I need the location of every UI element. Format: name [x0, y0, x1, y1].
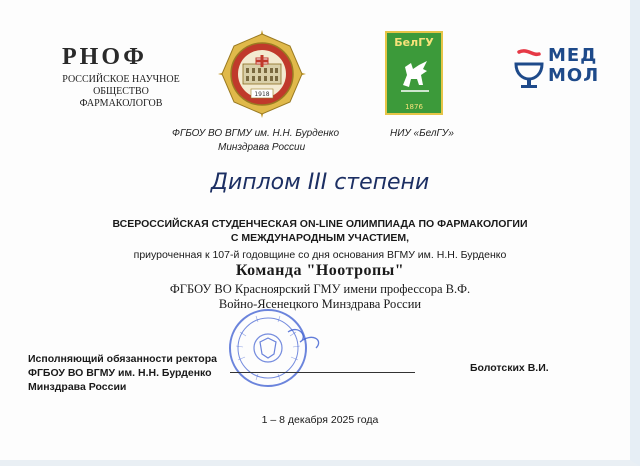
- rector-line1: Исполняющий обязанности ректора: [28, 353, 217, 365]
- anniversary-line: приуроченная к 107-й годовщине со дня основания ВГМУ им. Н.Н. Бурденко: [133, 249, 507, 261]
- medmol-bowl-icon: [513, 46, 545, 90]
- olympiad-line1: ВСЕРОССИЙСКАЯ СТУДЕНЧЕСКАЯ ON-LINE ОЛИМПИАДА ПО ФАРМАКОЛОГИИ: [112, 218, 528, 230]
- institution-line1: ФГБОУ ВО Красноярский ГМУ имени профессора В.Ф.: [169, 282, 471, 296]
- medmol-line2: МОЛ: [548, 65, 600, 86]
- rector-title: [28, 352, 217, 394]
- rnof-logo-title: РНОФ: [62, 44, 147, 70]
- belgu-emblem-name: БелГУ: [394, 36, 434, 49]
- olympiad-title: [0, 217, 640, 245]
- vgmu-caption-line2: Минздрава России: [218, 142, 306, 153]
- olympiad-line2: С МЕЖДУНАРОДНЫМ УЧАСТИЕМ,: [230, 232, 410, 244]
- diploma-title: Диплом III степени: [210, 170, 430, 195]
- rector-line2: ФГБОУ ВО ВГМУ им. Н.Н. Бурденко: [28, 367, 212, 379]
- vgmu-caption-line1: ФГБОУ ВО ВГМУ им. Н.Н. Бурденко: [172, 128, 340, 139]
- pegasus-icon: [397, 55, 433, 95]
- signature-line: [230, 372, 415, 373]
- seal-year-label: 1918: [254, 91, 270, 98]
- belgu-emblem: [385, 31, 443, 115]
- belgu-caption: НИУ «БелГУ»: [390, 128, 454, 139]
- institution-line2: Войно-Ясенецкого Минздрава России: [218, 297, 422, 311]
- team-name: Команда "Ноотропы": [235, 262, 405, 279]
- rnof-full-name: РОССИЙСКОЕ НАУЧНОЕ ОБЩЕСТВО ФАРМАКОЛОГОВ: [62, 74, 180, 109]
- belgu-emblem-year: 1876: [405, 103, 423, 111]
- event-dates: 1 – 8 декабря 2025 года: [261, 414, 379, 426]
- medmol-line1: МЕД: [548, 45, 598, 66]
- vgmu-seal-emblem: [216, 28, 308, 120]
- medmol-logo-text: [548, 46, 599, 86]
- signatory-name: Болотских В.И.: [470, 362, 549, 374]
- official-stamp: [216, 302, 334, 390]
- rector-line3: Минздрава России: [28, 381, 127, 393]
